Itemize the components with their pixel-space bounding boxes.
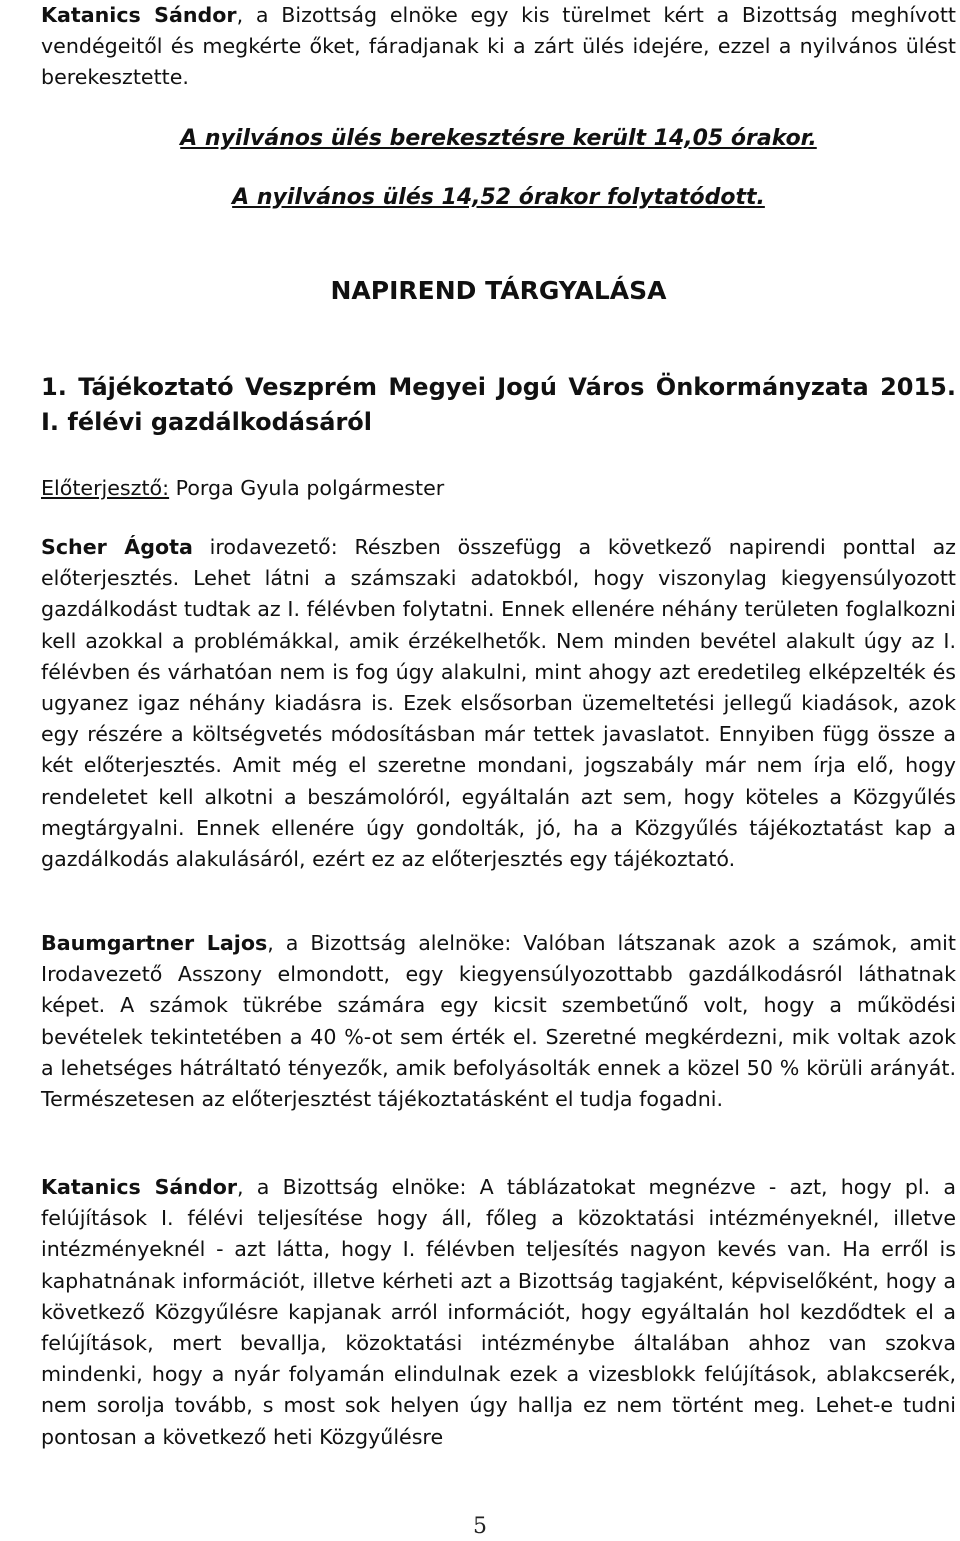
speaker-name: Baumgartner Lajos <box>41 931 268 955</box>
presenter-value: Porga Gyula polgármester <box>169 476 445 500</box>
session-suspended-heading: A nyilvános ülés berekesztésre került 14,05 órakor. <box>180 126 817 151</box>
presenter-line <box>41 473 956 504</box>
intro-speaker: Katanics Sándor <box>41 3 237 27</box>
speech-text: , a Bizottság elnöke: A táblázatokat megnézve - azt, hogy pl. a felújítások I. félévi teljesítése hogy áll, főleg a közoktatási intézményeknél, illetve intézményeknél - azt látta, hogy I. félévben teljesítés nagyon kevés van. Ha erről is kaphatnának információt, illetve kérheti azt a Bizottság tagjaként, képviselőként, hogy a következő Közgyűlésre kapjanak arról információt, hogy egyáltalán hol kezdődtek el a felújítások, mert bevallja, közoktatási intézménybe általában ahhoz van szokva mindenki, hogy a nyár folyamán elindulnak ezek a vizesblokk felújítások, ablakcserék, nem sorolja tovább, s most sok helyen úgy hallja ez nem történt meg. Lehet-e tudni pontosan a következő heti Közgyűlésre <box>41 1175 956 1449</box>
session-resumed-heading: A nyilvános ülés 14,52 órakor folytatódott. <box>232 185 765 210</box>
speech-paragraph-3 <box>41 1172 956 1453</box>
intro-paragraph <box>41 0 956 94</box>
page-number: 5 <box>473 1514 487 1539</box>
agenda-heading: NAPIREND TÁRGYALÁSA <box>330 276 667 305</box>
speech-paragraph-2 <box>41 928 956 1115</box>
presenter-label: Előterjesztő: <box>41 476 170 500</box>
speech-paragraph-1 <box>41 532 956 875</box>
speech-text: , a Bizottság alelnöke: Valóban látszanak azok a számok, amit Irodavezető Asszony elmondott, egy kiegyensúlyozottabb gazdálkodásról láthatnak képet. A számok tükrébe számára egy kicsit szembetűnő volt, hogy a működési bevételek tekintetében a 40 %-ot sem érték el. Szeretné megkérdezni, mik voltak azok a lehetséges hátráltató tényezők, amik befolyásolták ennek a közel 50 % körüli arányát. Természetesen az előterjesztést tájékoztatásként el tudja fogadni. <box>41 931 956 1112</box>
speech-text: irodavezető: Részben összefügg a következő napirendi ponttal az előterjesztés. Lehet látni a számszaki adatokból, hogy viszonylag kiegyensúlyozott gazdálkodást tudtak az I. félévben folytatni. Ennek ellenére néhány területen foglalkozni kell azokkal a problémákkal, amik érzékelhetők. Nem minden bevétel alakult úgy az I. félévben és várhatóan nem is fog úgy alakulni, mint ahogy azt eredetileg elképzelték és ugyanez igaz néhány kiadásra is. Ezek elsősorban üzemeltetési jellegű kiadások, azok egy részére a költségvetés módosításban már tettek javaslatot. Ennyiben függ össze a két előterjesztés. Amit még el szeretne mondani, jogszabály már nem írja elő, hogy rendeletet kell alkotni a beszámolóról, egyáltalán azt sem, hogy köteles a Közgyűlés megtárgyalni. Ennek ellenére úgy gondolták, jó, ha a Közgyűlés tájékoztatást kap a gazdálkodás alakulásáról, ezért ez az előterjesztés egy tájékoztató. <box>41 535 956 872</box>
intro-text: , a Bizottság elnöke egy kis türelmet kért a Bizottság meghívott vendégeitől és megkérte őket, fáradjanak ki a zárt ülés idejére, ezzel a nyilvános ülést berekesztette. <box>41 3 956 90</box>
speaker-name: Katanics Sándor <box>41 1175 238 1199</box>
speaker-name: Scher Ágota <box>41 535 193 559</box>
agenda-item-title: 1. Tájékoztató Veszprém Megyei Jogú Város Önkormányzata 2015. I. félévi gazdálkodásáról <box>41 373 956 436</box>
